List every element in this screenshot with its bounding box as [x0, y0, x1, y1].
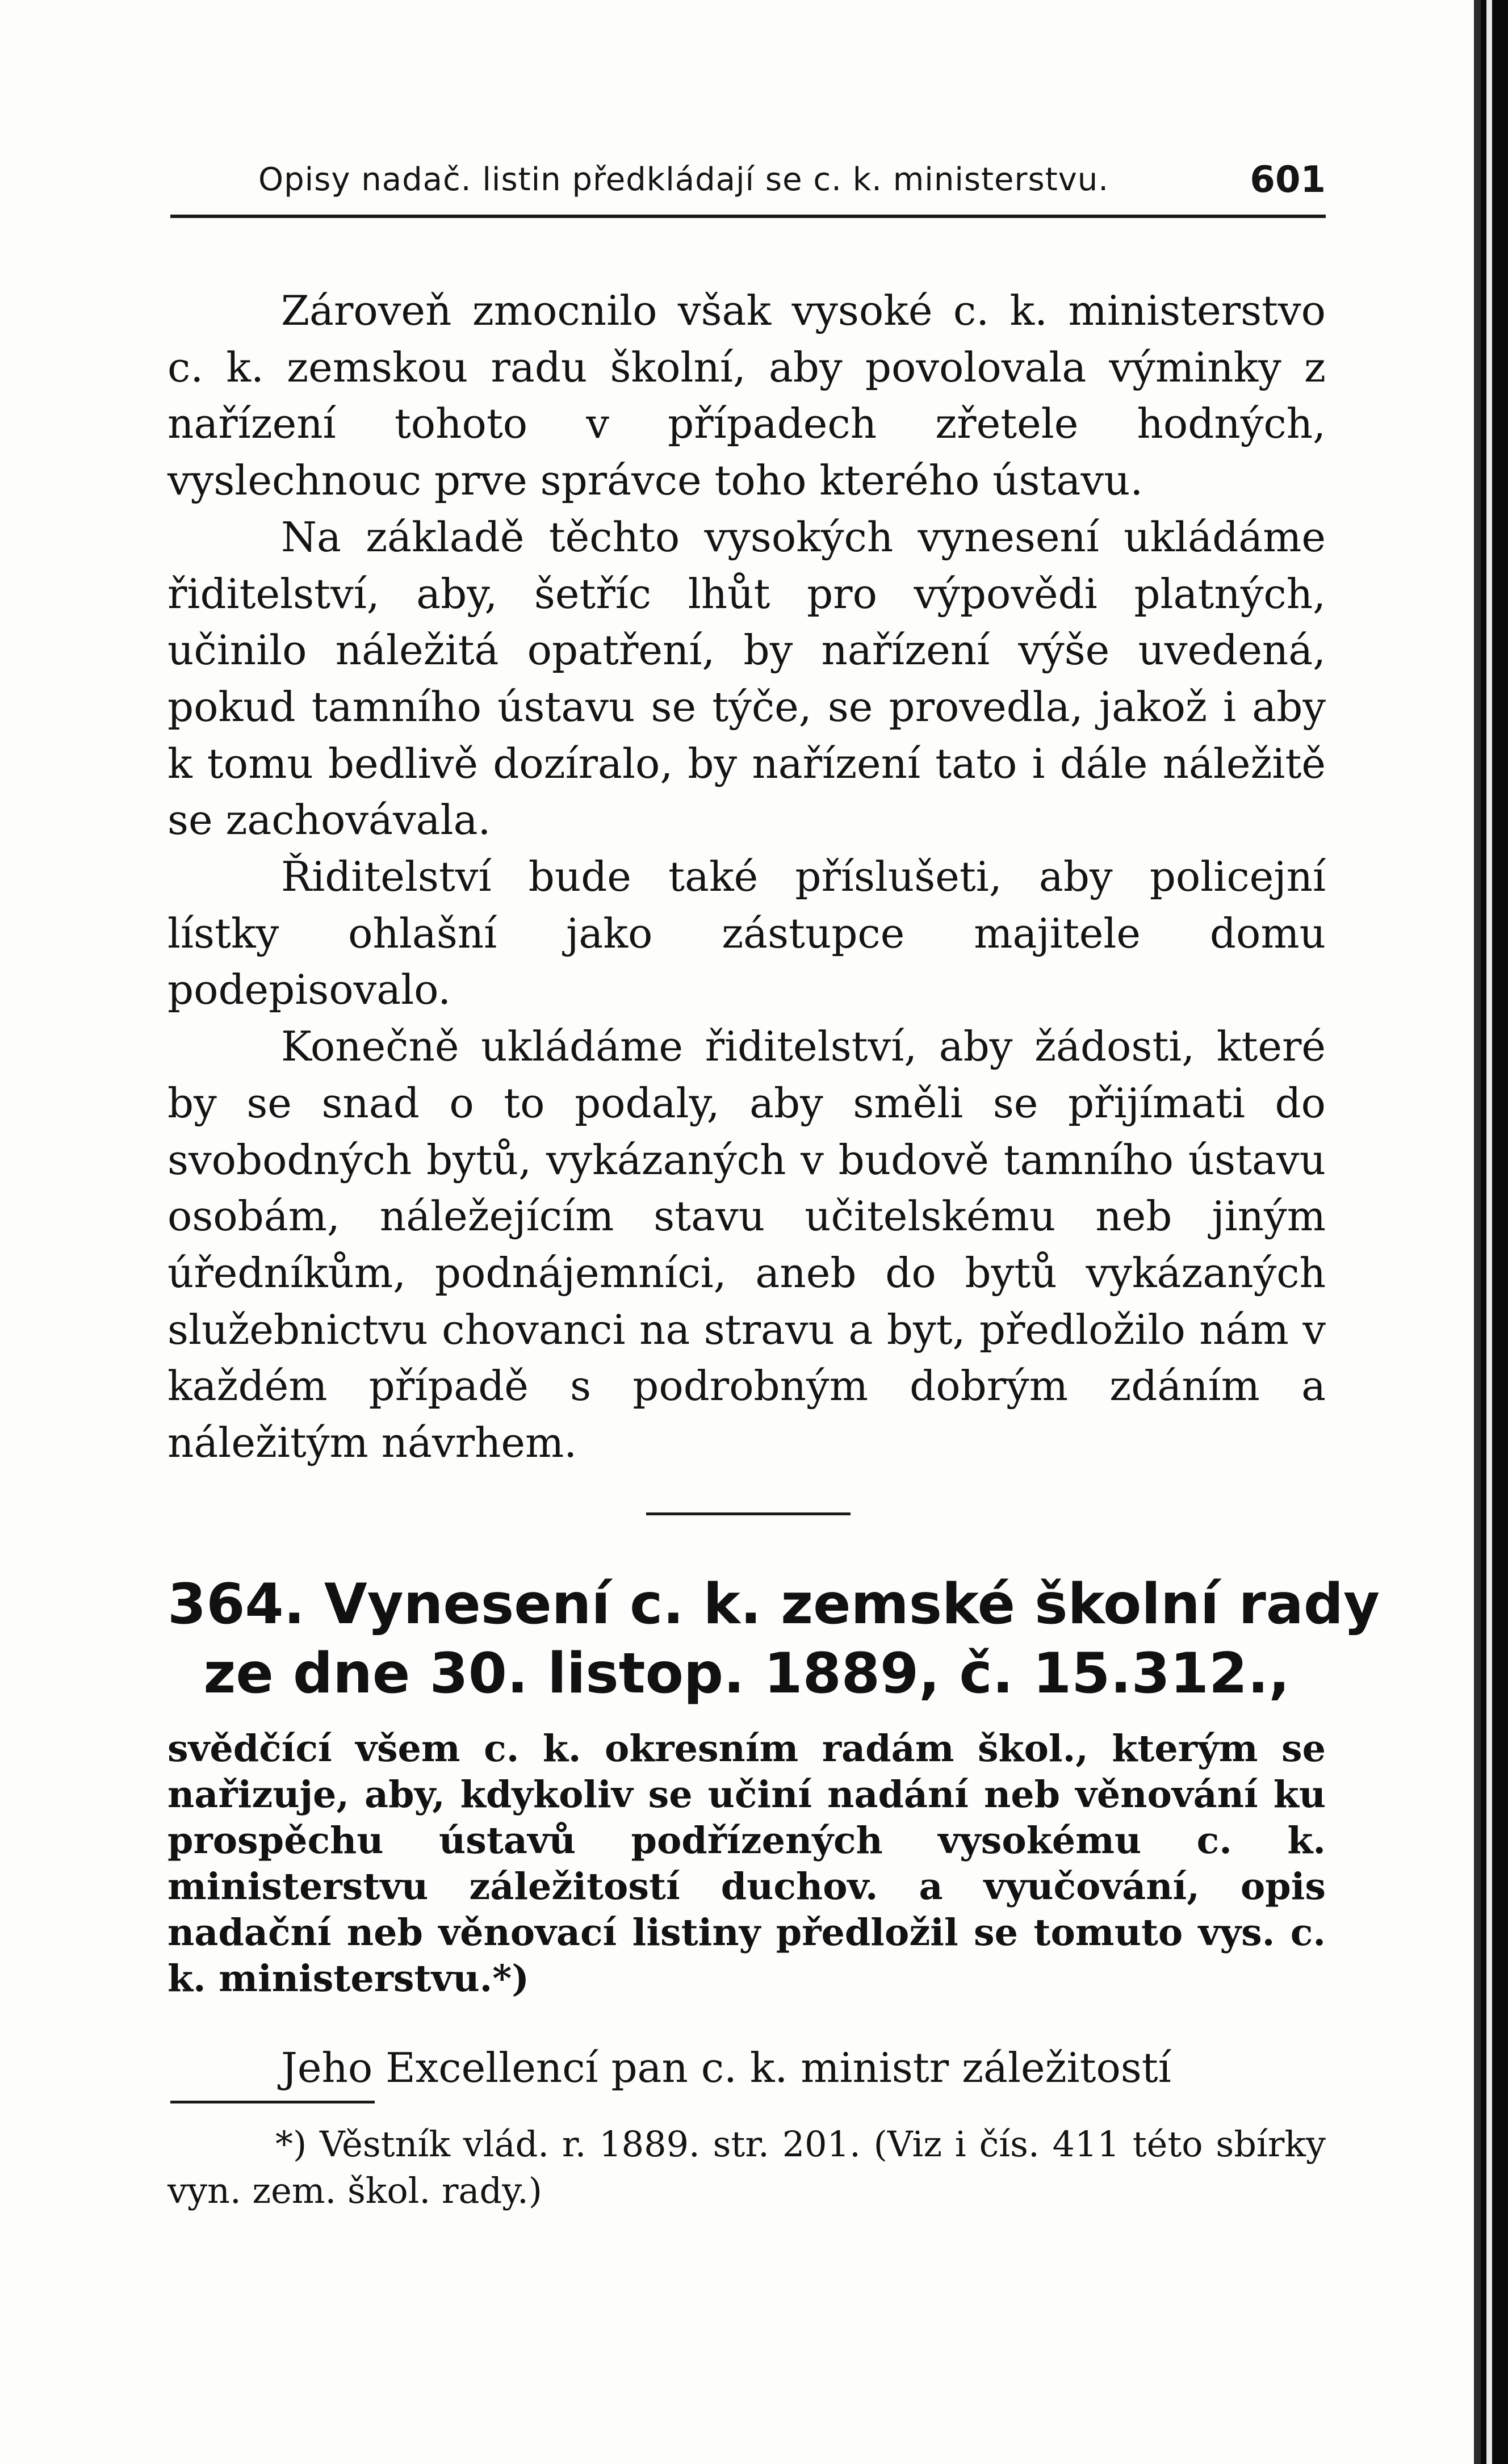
scan-edge-highlight — [1486, 0, 1492, 2464]
header-rule — [170, 215, 1326, 218]
body-text — [167, 283, 1326, 1472]
section-separator — [646, 1512, 851, 1515]
closing-line: Jeho Excellencí pan c. k. ministr záležitostí — [281, 2044, 1171, 2092]
scan-edge-shadow — [1474, 0, 1481, 2464]
running-head — [258, 152, 1326, 203]
body-paragraph-1: Zároveň zmocnilo však vysoké c. k. ministerstvo c. k. zemskou radu školní, aby povolovala výminky z nařízení tohoto v případech zřetele hodných, vyslechnouc prve správce toho kterého ústavu. — [167, 287, 1326, 505]
body-paragraph-3: Řiditelství bude také příslušeti, aby policejní lístky ohlašní jako zástupce majitele domu podepisovalo. — [167, 853, 1326, 1014]
body-paragraph-2: Na základě těchto vysokých vynesení ukládáme řiditelství, aby, šetříc lhůt pro výpovědi platných, učinilo náležitá opatření, by nařízení výše uvedená, pokud tamního ústavu se týče, se provedla, jakož i aby k tomu bedlivě dozíralo, by nařízení tato i dále náležitě se zachovávala. — [167, 513, 1326, 844]
section-heading-line-1: 364. Vynesení c. k. zemské školní rady — [167, 1572, 1380, 1637]
section-summary: svědčící všem c. k. okresním radám škol., kterým se nařizuje, aby, kdykoliv se učiní nadání neb věnování ku prospěchu ústavů podřízených vysokému c. k. ministerstvu záležitostí duchov. a vyučování, opis nadační neb věnovací listiny předložil se tomuto vys. c. k. ministerstvu.*) — [167, 1727, 1326, 2000]
footnote-rule — [170, 2101, 375, 2103]
running-title: Opisy nadač. listin předkládají se c. k. ministerstvu. — [258, 161, 1109, 198]
section-heading-line-2: ze dne 30. listop. 1889, č. 15.312., — [203, 1641, 1290, 1706]
scan-edge — [1481, 0, 1508, 2464]
footnote: *) Věstník vlád. r. 1889. str. 201. (Viz i čís. 411 této sbírky vyn. zem. škol. rady.) — [167, 2123, 1326, 2211]
section-heading — [167, 1570, 1380, 1708]
page-number: 601 — [1250, 159, 1326, 201]
body-paragraph-4: Konečně ukládáme řiditelství, aby žádosti, které by se snad o to podaly, aby směli se přijímati do svobodných bytů, vykázaných v budově tamního ústavu osobám, náležejícím stavu učitelskému neb jiným úředníkům, podnájemníci, aneb do bytů vykázaných služebnictvu chovanci na stravu a byt, předložilo nám v každém případě s podrobným dobrým zdáním a náležitým návrhem. — [167, 1023, 1326, 1467]
